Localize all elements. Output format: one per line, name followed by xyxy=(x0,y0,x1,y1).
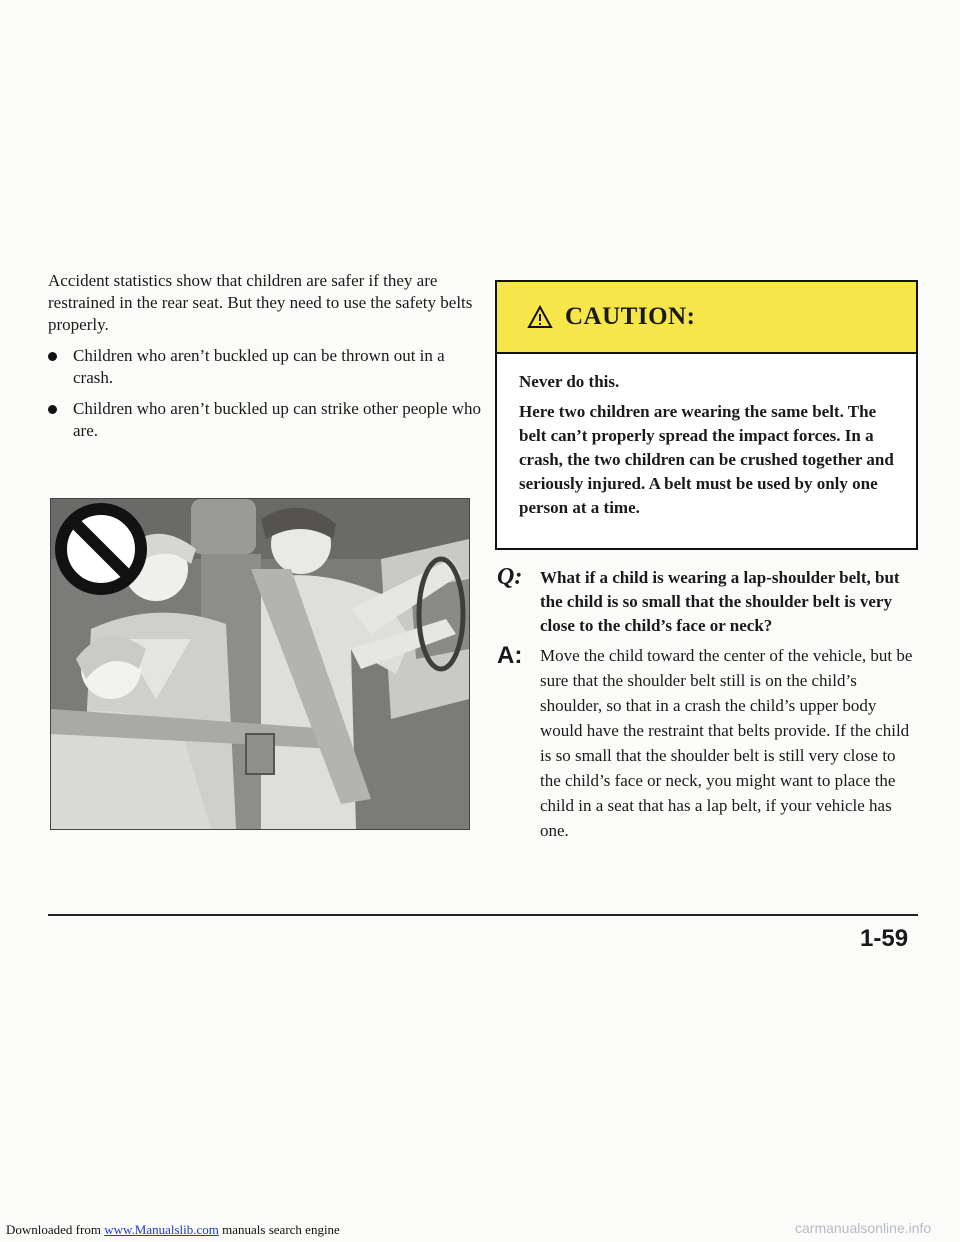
bullet-icon xyxy=(48,405,57,414)
footer-prefix: Downloaded from xyxy=(6,1222,105,1237)
caution-text: Here two children are wearing the same belt. The belt can’t properly spread the impact forces. In a crash, the two children can be crushed together and seriously injured. A belt must be used by only one person at a time. xyxy=(519,402,894,517)
intro-paragraph: Accident statistics show that children are safer if they are restrained in the rear seat. But they need to use the safety belts properly. xyxy=(48,271,473,334)
illustration-drawing xyxy=(51,499,469,829)
list-item xyxy=(48,398,488,442)
manualslib-link[interactable]: www.Manualslib.com xyxy=(104,1222,219,1237)
page-number: 1-59 xyxy=(860,925,909,952)
warning-triangle-icon xyxy=(527,305,553,329)
caution-lead: Never do this. xyxy=(519,372,620,391)
question-text: What if a child is wearing a lap-shoulder belt, but the child is so small that the shoulder belt is very close to the child’s face or neck? xyxy=(540,568,900,635)
question-mark-label: Q: xyxy=(497,564,523,590)
illustration-two-children-one-belt xyxy=(50,498,470,830)
bullet-text: Children who aren’t buckled up can be thrown out in a crash. xyxy=(73,346,445,387)
caution-header xyxy=(497,282,916,354)
bullet-icon xyxy=(48,352,57,361)
caution-title: CAUTION: xyxy=(565,303,696,330)
bullet-list xyxy=(48,345,488,451)
caution-body xyxy=(497,354,916,520)
page-rule xyxy=(48,914,918,916)
answer-text: Move the child toward the center of the vehicle, but be sure that the shoulder belt still is on the child’s shoulder, so that in a crash the child’s upper body would have the restraint that belts provide. If the child is so small that the shoulder belt is still very close to the child’s face or neck, you might want to place the child in a seat that has a lap belt, if your vehicle has one. xyxy=(540,646,913,840)
download-footer xyxy=(6,1222,340,1238)
bullet-text: Children who aren’t buckled up can strike other people who are. xyxy=(73,399,482,440)
footer-suffix: manuals search engine xyxy=(218,1222,340,1237)
caution-box xyxy=(495,280,918,550)
answer-mark-label: A: xyxy=(497,642,523,669)
watermark: carmanualsonline.info xyxy=(795,1220,932,1236)
list-item xyxy=(48,345,488,389)
prohibition-icon xyxy=(61,509,141,589)
